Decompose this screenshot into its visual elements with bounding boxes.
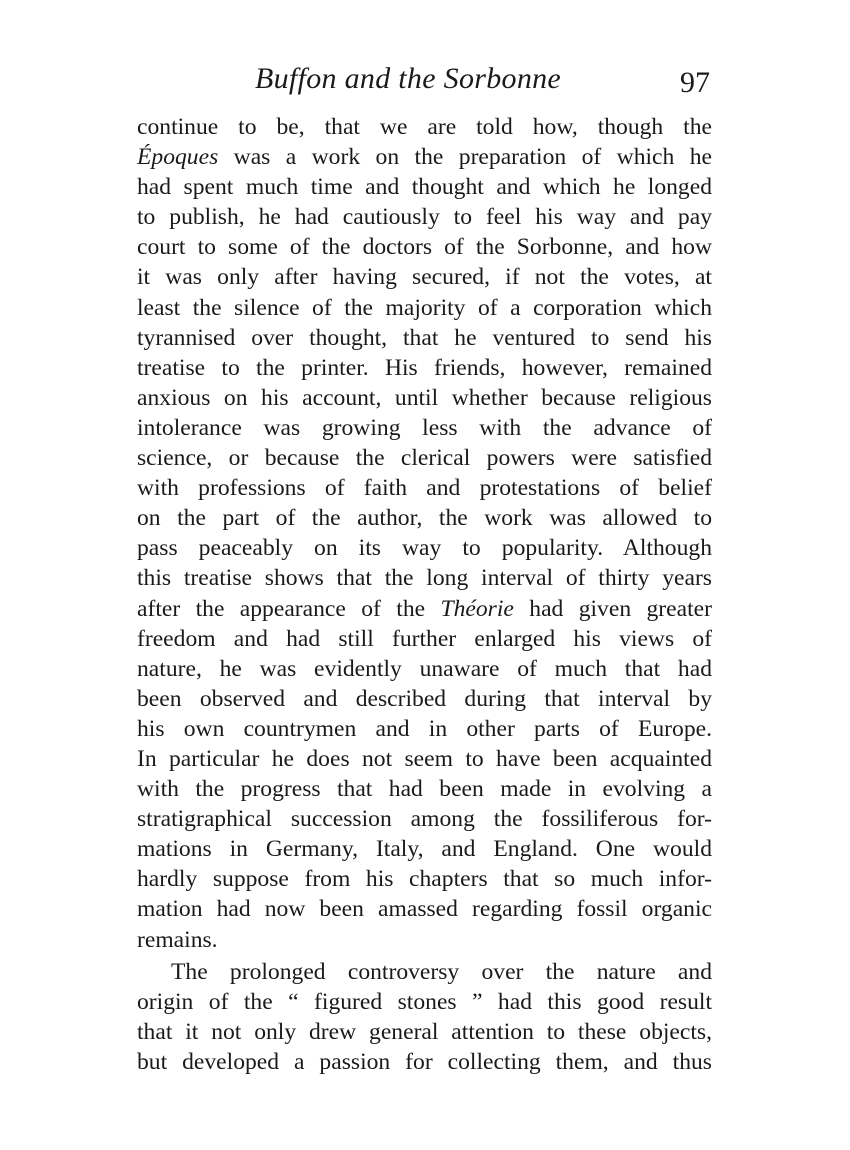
line-text: mations in Germany, Italy, and England. One would	[137, 836, 712, 863]
text-line	[137, 323, 712, 353]
line-text: was a work on the preparation of which he	[218, 144, 712, 171]
text-line	[137, 774, 712, 804]
line-text: to publish, he had cautiously to feel his way and pay	[137, 204, 712, 231]
line-text: been observed and described during that interval by	[137, 685, 712, 712]
line-text: science, or because the clerical powers were satisfied	[137, 445, 712, 472]
line-text: with the progress that had been made in evolving a	[137, 776, 712, 803]
text-line	[137, 987, 712, 1017]
line-text: least the silence of the majority of a corporation which	[137, 294, 712, 321]
text-line	[137, 684, 712, 714]
line-text: anxious on his account, until whether because religious	[137, 384, 712, 411]
text-line	[137, 594, 712, 624]
text-line	[137, 1047, 712, 1077]
line-text: treatise to the printer. His friends, however, remained	[137, 354, 712, 381]
line-text: that it not only drew general attention to these objects,	[137, 1018, 712, 1045]
italic-text: Époques	[137, 144, 219, 171]
line-text: but developed a passion for collecting them, and thus	[137, 1048, 712, 1075]
text-line	[137, 744, 712, 774]
text-line	[137, 533, 712, 563]
line-text: tyrannised over thought, that he ventured to send his	[137, 324, 712, 351]
line-text: after the appearance of the	[137, 595, 441, 622]
line-text: court to some of the doctors of the Sorbonne, and how	[137, 234, 712, 261]
line-text: mation had now been amassed regarding fossil organic	[137, 896, 712, 923]
line-text: hardly suppose from his chapters that so much infor-	[137, 866, 712, 893]
text-line	[137, 473, 712, 503]
line-text: this treatise shows that the long interval of thirty years	[137, 565, 712, 592]
text-line	[137, 834, 712, 864]
line-text: origin of the “ figured stones ” had this good result	[137, 988, 712, 1015]
text-line	[137, 1017, 712, 1047]
line-text: remains.	[137, 926, 218, 953]
text-line	[137, 383, 712, 413]
page-header	[137, 62, 712, 106]
page-number: 97	[680, 66, 710, 99]
text-line	[137, 202, 712, 232]
text-line	[137, 142, 712, 172]
text-line	[137, 894, 712, 924]
line-text: his own countrymen and in other parts of Europe.	[137, 715, 712, 742]
book-page	[137, 62, 712, 1077]
text-line	[137, 112, 712, 142]
line-text: had spent much time and thought and which he longed	[137, 174, 712, 201]
text-line	[137, 262, 712, 292]
text-line	[137, 957, 712, 987]
line-text: intolerance was growing less with the advance of	[137, 414, 712, 441]
line-text: with professions of faith and protestations of belief	[137, 475, 712, 502]
line-text: on the part of the author, the work was allowed to	[137, 505, 712, 532]
text-line	[137, 864, 712, 894]
text-line	[137, 443, 712, 473]
line-text: stratigraphical succession among the fossiliferous for-	[137, 806, 712, 833]
text-line	[137, 232, 712, 262]
body-text	[137, 112, 712, 1077]
text-line	[137, 624, 712, 654]
line-text: freedom and had still further enlarged his views of	[137, 625, 712, 652]
text-line	[137, 172, 712, 202]
text-line	[137, 563, 712, 593]
line-text: In particular he does not seem to have been acquainted	[137, 745, 712, 772]
line-text: The prolonged controversy over the nature and	[171, 958, 712, 985]
italic-text: Théorie	[440, 595, 514, 622]
line-text: pass peaceably on its way to popularity. Although	[137, 535, 712, 562]
running-title: Buffon and the Sorbonne	[255, 62, 562, 95]
paragraph	[137, 957, 712, 1077]
text-line	[137, 925, 712, 955]
line-text: it was only after having secured, if not the votes, at	[137, 264, 712, 291]
text-line	[137, 503, 712, 533]
text-line	[137, 353, 712, 383]
line-text: had given greater	[513, 595, 712, 622]
line-text: continue to be, that we are told how, though the	[137, 114, 712, 140]
text-line	[137, 714, 712, 744]
text-line	[137, 413, 712, 443]
line-text: nature, he was evidently unaware of much that had	[137, 655, 712, 682]
text-line	[137, 293, 712, 323]
text-line	[137, 804, 712, 834]
paragraph	[137, 112, 712, 955]
text-line	[137, 654, 712, 684]
